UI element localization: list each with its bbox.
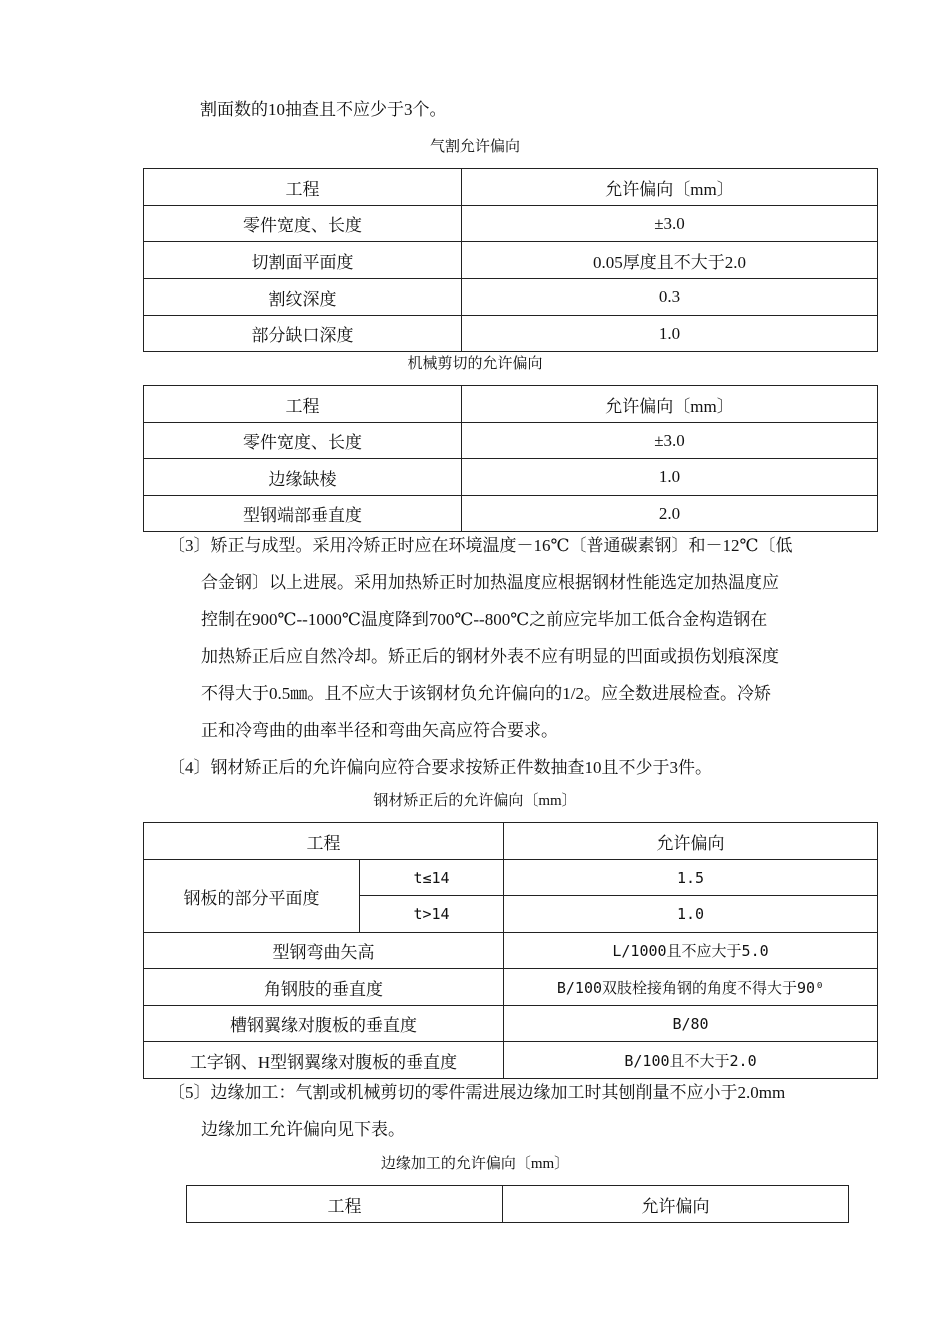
table2-header-tolerance: 允许偏向〔mm〕 (462, 386, 878, 423)
table3-header-row (144, 823, 878, 860)
table-cell: 0.3 (462, 279, 878, 316)
table-row (144, 242, 878, 279)
table3-header-item: 工程 (144, 823, 504, 860)
table-cell: 2.0 (462, 496, 878, 532)
table-cell: B/100双肢栓接角钢的角度不得大于90⁰ (504, 969, 878, 1006)
table-cell: 0.05厚度且不大于2.0 (462, 242, 878, 279)
table2-header-item: 工程 (144, 386, 462, 423)
table-cell: 工字钢、H型钢翼缘对腹板的垂直度 (144, 1042, 504, 1079)
table4-header-item: 工程 (187, 1186, 503, 1223)
table-row (144, 423, 878, 459)
table-cell: L/1000且不应大于5.0 (504, 933, 878, 969)
para4-line: 〔4〕钢材矫正后的允许偏向应符合要求按矫正件数抽查10且不少于3件。 (168, 758, 712, 777)
table2-caption: 机械剪切的允许偏向 (407, 356, 543, 372)
table-cell: 型钢端部垂直度 (144, 496, 462, 532)
table-cell: 割纹深度 (144, 279, 462, 316)
table3-caption: 钢材矫正后的允许偏向〔mm〕 (373, 793, 577, 809)
table-cell: B/80 (504, 1006, 878, 1042)
table-cell: ±3.0 (462, 423, 878, 459)
table-cell: t≤14 (360, 860, 504, 896)
table1 (143, 168, 878, 352)
table-row (144, 860, 878, 896)
table3-header-tolerance: 允许偏向 (504, 823, 878, 860)
table4-caption: 边缘加工的允许偏向〔mm〕 (380, 1156, 570, 1172)
table1-caption: 气割允许偏向 (429, 139, 520, 155)
table-cell: 1.0 (504, 896, 878, 933)
para5-line: 边缘加工允许偏向见下表。 (201, 1120, 405, 1139)
table-cell: 1.0 (462, 459, 878, 496)
table-row (144, 933, 878, 969)
table1-header-tolerance: 允许偏向〔mm〕 (462, 169, 878, 206)
table-row (144, 969, 878, 1006)
para3-line: 加热矫正后应自然冷却。矫正后的钢材外表不应有明显的凹面或损伤划痕深度 (201, 647, 779, 666)
table-cell: 边缘缺棱 (144, 459, 462, 496)
para3-line: 〔3〕矫正与成型。采用冷矫正时应在环境温度－16℃〔普通碳素钢〕和－12℃〔低 (168, 536, 793, 555)
table-cell: t>14 (360, 896, 504, 933)
table-cell: 零件宽度、长度 (144, 206, 462, 242)
para3-line: 正和冷弯曲的曲率半径和弯曲矢高应符合要求。 (201, 721, 558, 740)
table-cell: 部分缺口深度 (144, 316, 462, 352)
table-cell: 切割面平面度 (144, 242, 462, 279)
table-row (144, 316, 878, 352)
table-cell: 型钢弯曲矢高 (144, 933, 504, 969)
table-row (144, 279, 878, 316)
table-cell: 槽钢翼缘对腹板的垂直度 (144, 1006, 504, 1042)
table2-header-row (144, 386, 878, 423)
table3 (143, 822, 878, 1079)
table-row (144, 1006, 878, 1042)
table-row (144, 206, 878, 242)
table-cell: 1.0 (462, 316, 878, 352)
table-cell: B/100且不大于2.0 (504, 1042, 878, 1079)
table-row (144, 1042, 878, 1079)
table-row (144, 496, 878, 532)
para5-line: 〔5〕边缘加工：气割或机械剪切的零件需进展边缘加工时其刨削量不应小于2.0mm (168, 1083, 786, 1102)
table-cell: 1.5 (504, 860, 878, 896)
table-row (144, 459, 878, 496)
table4-header-row (187, 1186, 849, 1223)
table-cell-plate-flatness: 钢板的部分平面度 (144, 860, 360, 933)
table2 (143, 385, 878, 532)
para3-line: 合金钢〕以上进展。采用加热矫正时加热温度应根据钢材性能选定加热温度应 (201, 573, 779, 592)
table1-header-item: 工程 (144, 169, 462, 206)
table4-header-tolerance: 允许偏向 (503, 1186, 849, 1223)
table-cell: 零件宽度、长度 (144, 423, 462, 459)
para3-line: 控制在900℃--1000℃温度降到700℃--800℃之前应完毕加工低合金构造钢在 (201, 610, 768, 629)
table-cell: ±3.0 (462, 206, 878, 242)
table4 (186, 1185, 849, 1223)
intro-line: 割面数的10抽查且不应少于3个。 (200, 100, 447, 119)
table1-header-row (144, 169, 878, 206)
para3-line: 不得大于0.5㎜。且不应大于该钢材负允许偏向的1/2。应全数进展检查。冷矫 (201, 684, 771, 703)
table-cell: 角钢肢的垂直度 (144, 969, 504, 1006)
